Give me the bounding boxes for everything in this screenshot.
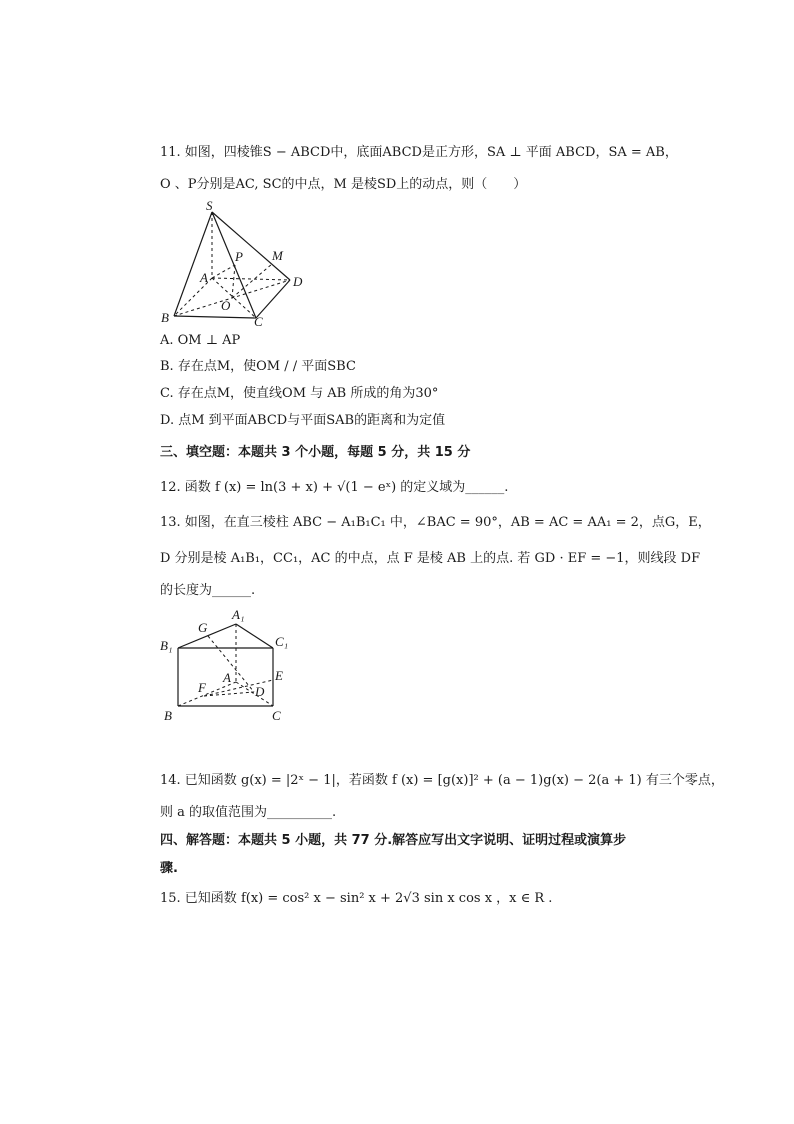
q11-option-b: B. 存在点M，使OM / / 平面SBC (160, 359, 356, 374)
label-B1: B₁ (160, 638, 173, 653)
label-D: D (255, 684, 265, 699)
q11-line2: O 、P分别是AC, SC的中点，M 是棱SD上的动点，则（ ） (160, 177, 527, 192)
prism-figure (158, 604, 298, 728)
q13-line3: 的长度为______. (160, 583, 256, 598)
q15-text: 15. 已知函数 f(x) = cos² x − sin² x + 2√3 sin x cos x ，x ∈ R . (160, 891, 553, 906)
label-B: B (161, 310, 169, 325)
section4-heading-line1: 四、解答题：本题共 5 小题，共 77 分.解答应写出文字说明、证明过程或演算步 (160, 833, 627, 848)
label-E: E (275, 668, 283, 683)
q11-option-a: A. OM ⊥ AP (160, 333, 241, 348)
section3-heading: 三、填空题：本题共 3 个小题，每题 5 分，共 15 分 (160, 445, 471, 460)
label-C1: C₁ (275, 634, 289, 649)
label-C: C (272, 708, 281, 723)
label-G: G (198, 620, 208, 635)
q12-text: 12. 函数 f (x) = ln(3 + x) + √(1 − eˣ) 的定义域为______. (160, 480, 509, 495)
q11-option-d: D. 点M 到平面ABCD与平面SAB的距离和为定值 (160, 413, 446, 428)
q14-line1: 14. 已知函数 g(x) = |2ˣ − 1|，若函数 f (x) = [g(x)]² + (a − 1)g(x) − 2(a + 1) 有三个零点， (160, 773, 724, 788)
label-A: A (200, 270, 208, 285)
q14-line2: 则 a 的取值范围为__________. (160, 805, 337, 820)
label-P: P (235, 249, 243, 264)
label-F: F (198, 680, 206, 695)
label-B: B (164, 708, 172, 723)
q11-option-c: C. 存在点M，使直线OM 与 AB 所成的角为30° (160, 386, 439, 401)
q11-line1: 11. 如图，四棱锥S − ABCD中，底面ABCD是正方形，SA ⊥ 平面 ABCD，SA = AB， (160, 145, 678, 160)
label-C: C (254, 314, 263, 328)
label-M: M (272, 248, 283, 263)
q13-line1: 13. 如图，在直三棱柱 ABC − A₁B₁C₁ 中，∠BAC = 90°，AB = AC = AA₁ = 2，点G，E， (160, 515, 711, 530)
label-A1: A₁ (232, 607, 245, 622)
section4-heading-line2: 骤. (160, 861, 178, 876)
label-O: O (221, 298, 231, 313)
label-D: D (293, 274, 303, 289)
label-S: S (206, 198, 213, 213)
label-A: A (223, 670, 231, 685)
q13-line2: D 分别是棱 A₁B₁，CC₁，AC 的中点，点 F 是棱 AB 上的点. 若 GD · EF = −1，则线段 DF (160, 551, 701, 566)
pyramid-figure (160, 198, 320, 328)
